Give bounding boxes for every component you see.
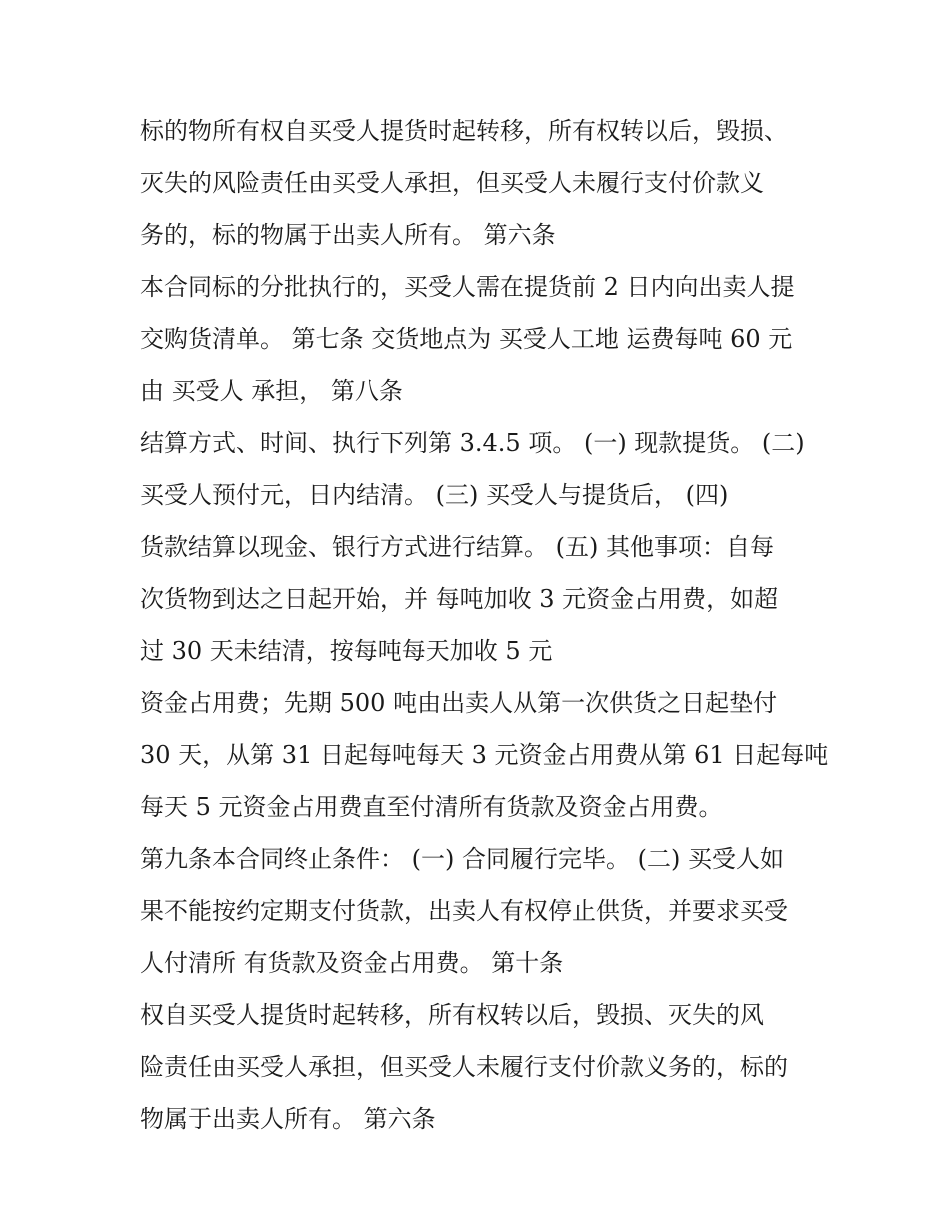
text-line-3: 务的，标的物属于出卖人所有。 第六条 xyxy=(140,221,556,249)
text-line-4: 本合同标的分批执行的，买受人需在提货前 2 日内向出卖人提 xyxy=(140,273,795,301)
text-line-19: 险责任由买受人承担，但买受人未履行支付价款义务的，标的 xyxy=(140,1053,788,1081)
text-line-15: 第九条本合同终止条件： (一) 合同履行完毕。 (二) 买受人如 xyxy=(140,845,784,873)
text-line-13: 30 天，从第 31 日起每吨每天 3 元资金占用费从第 61 日起每吨 xyxy=(140,741,829,769)
text-line-20: 物属于出卖人所有。 第六条 xyxy=(140,1105,436,1133)
text-line-14: 每天 5 元资金占用费直至付清所有货款及资金占用费。 xyxy=(140,793,723,821)
text-line-7: 结算方式、时间、执行下列第 3.4.5 项。 (一) 现款提货。 (二) xyxy=(140,429,805,457)
text-line-1: 标的物所有权自买受人提货时起转移，所有权转以后，毁损、 xyxy=(140,117,788,145)
text-line-9: 货款结算以现金、银行方式进行结算。 (五) 其他事项：自每 xyxy=(140,533,774,561)
text-line-11: 过 30 天未结清，按每吨每天加收 5 元 xyxy=(140,637,553,665)
text-line-12: 资金占用费；先期 500 吨由出卖人从第一次供货之日起垫付 xyxy=(140,689,778,717)
text-line-17: 人付清所 有货款及资金占用费。 第十条 xyxy=(140,949,564,977)
text-line-8: 买受人预付元，日内结清。 (三) 买受人与提货后， (四) xyxy=(140,481,729,509)
contract-body xyxy=(140,105,830,1145)
text-line-5: 交购货清单。 第七条 交货地点为 买受人工地 运费每吨 60 元 xyxy=(140,325,793,353)
text-line-6: 由 买受人 承担， 第八条 xyxy=(140,377,403,405)
text-line-16: 果不能按约定期支付货款，出卖人有权停止供货，并要求买受 xyxy=(140,897,788,925)
text-line-10: 次货物到达之日起开始，并 每吨加收 3 元资金占用费，如超 xyxy=(140,585,779,613)
text-line-18: 权自买受人提货时起转移，所有权转以后，毁损、灭失的风 xyxy=(140,1001,764,1029)
text-line-2: 灭失的风险责任由买受人承担，但买受人未履行支付价款义 xyxy=(140,169,764,197)
